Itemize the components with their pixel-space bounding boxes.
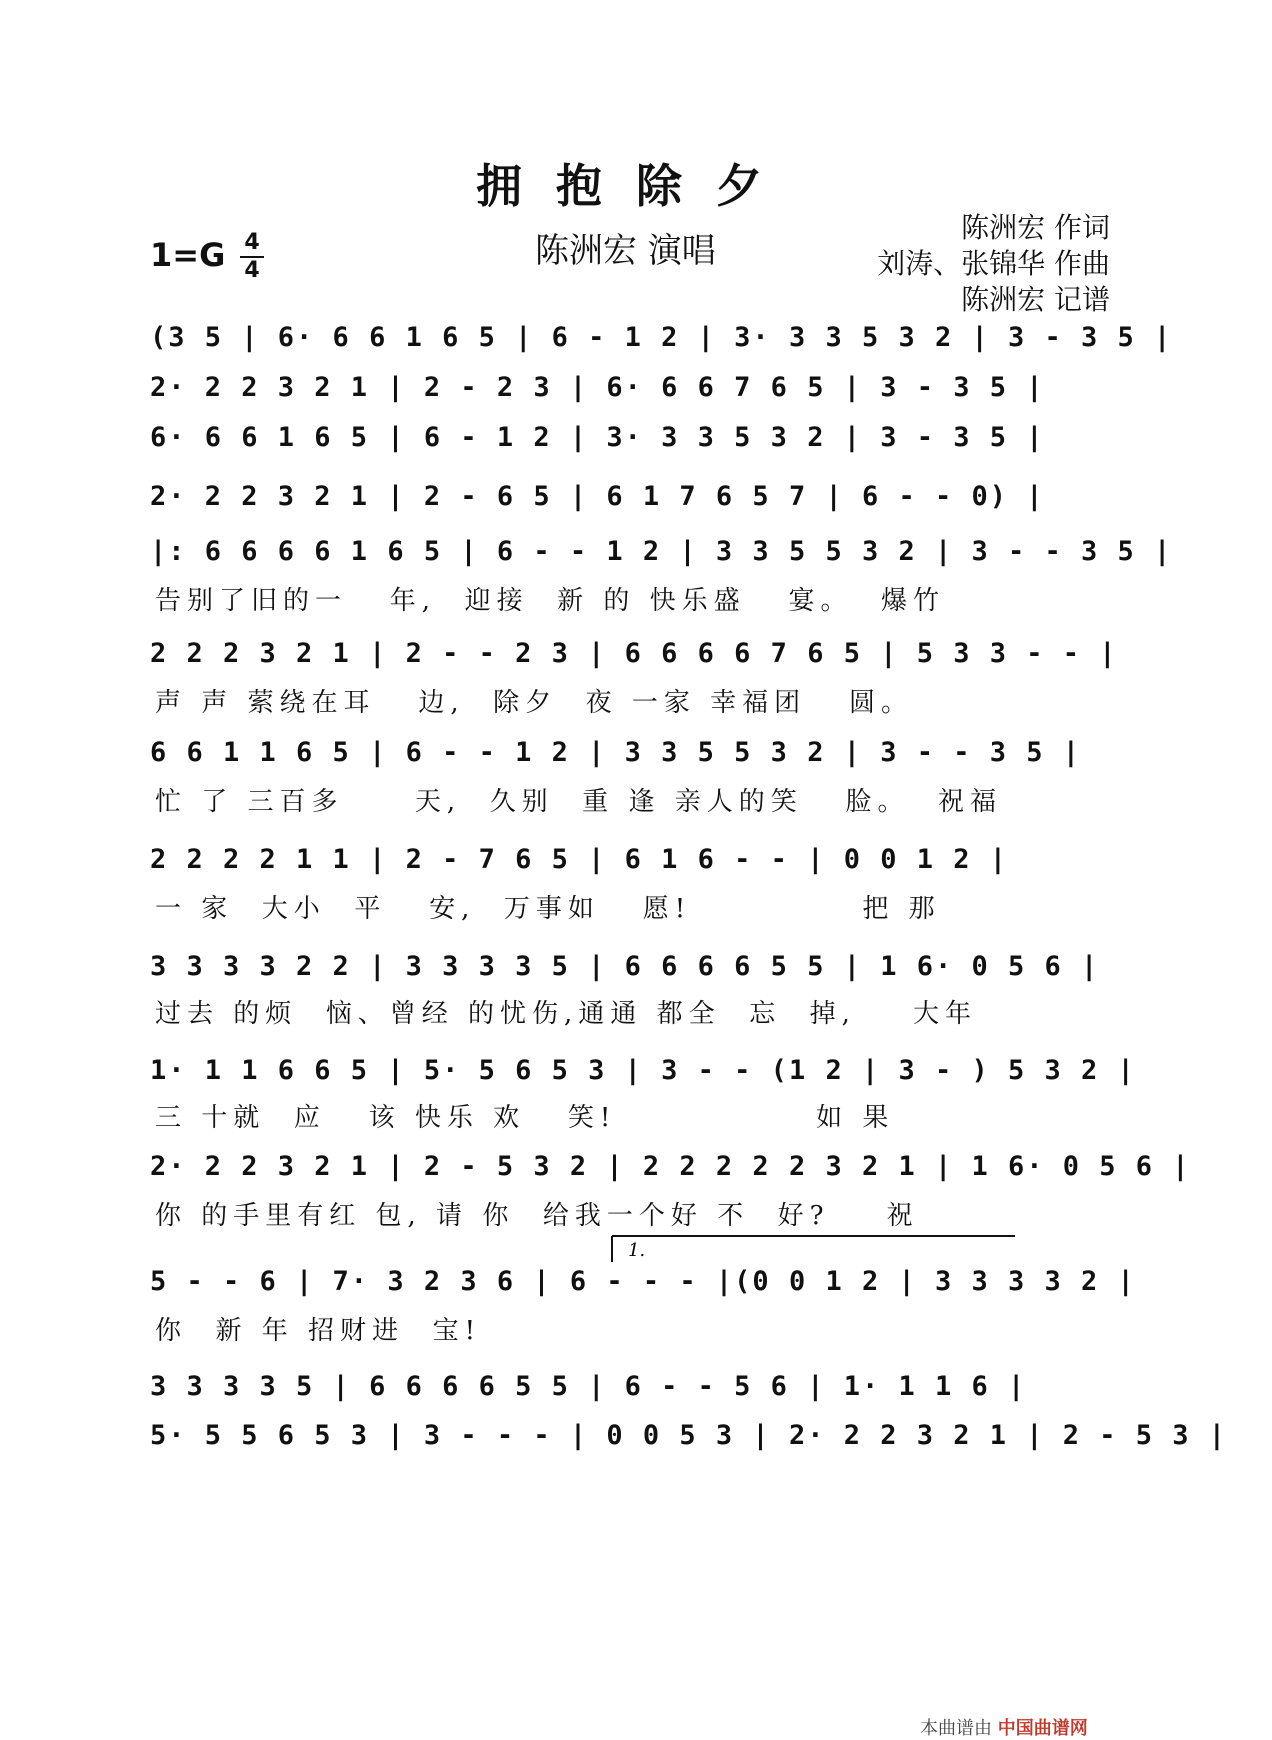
lyric-line: 过去 的烦 恼、曾经 的忧伤,通通 都全 忘 掉, 大年 <box>155 999 977 1029</box>
time-bottom: 4 <box>244 258 260 283</box>
time-top: 4 <box>244 230 260 255</box>
transcriber-credit: 陈洲宏 记谱 <box>961 283 1110 316</box>
volta-label: 1. <box>628 1240 646 1261</box>
lyric-line: 一 家 大小 平 安, 万事如 愿! 把 那 <box>155 894 941 924</box>
score-row: 2· 2 2 3 2 1 | 2 - 6 5 | 6 1 7 6 5 7 | 6 - - 0) | <box>150 481 1045 512</box>
score-row: 3 3 3 3 5 | 6 6 6 6 5 5 | 6 - - 5 6 | 1· 1 1 6 | <box>150 1371 1027 1402</box>
watermark-footer <box>920 1714 1088 1740</box>
key-signature: 1=G <box>150 236 226 274</box>
lyric-line: 三 十就 应 该 快乐 欢 笑! 如 果 <box>155 1103 895 1133</box>
score-row: 1· 1 1 6 6 5 | 5· 5 6 5 3 | 3 - - (1 2 | 3 - ) 5 3 2 | <box>150 1055 1136 1086</box>
score-row: 2 2 2 3 2 1 | 2 - - 2 3 | 6 6 6 6 7 6 5 | 5 3 3 - - | <box>150 638 1118 669</box>
score-row: 5 - - 6 | 7· 3 2 3 6 | 6 - - - |(0 0 1 2 | 3 3 3 3 2 | <box>150 1266 1136 1297</box>
composer-credit: 刘涛、张锦华 作曲 <box>877 247 1110 280</box>
lyric-line: 忙 了 三百多 天, 久别 重 逢 亲人的笑 脸。 祝福 <box>155 787 1003 817</box>
lyric-line: 声 声 萦绕在耳 边, 除夕 夜 一家 幸福团 圆。 <box>155 688 913 718</box>
lyricist-credit: 陈洲宏 作词 <box>961 211 1110 244</box>
footer-text: 本曲谱由 <box>920 1718 992 1739</box>
score-row: (3 5 | 6· 6 6 1 6 5 | 6 - 1 2 | 3· 3 3 5 3 2 | 3 - 3 5 | <box>150 322 1173 353</box>
score-row: 6· 6 6 1 6 5 | 6 - 1 2 | 3· 3 3 5 3 2 | 3 - 3 5 | <box>150 422 1045 453</box>
score-row: |: 6 6 6 6 1 6 5 | 6 - - 1 2 | 3 3 5 5 3 2 | 3 - - 3 5 | <box>150 536 1173 567</box>
score-row: 2· 2 2 3 2 1 | 2 - 5 3 2 | 2 2 2 2 2 3 2 1 | 1 6· 0 5 6 | <box>150 1151 1191 1182</box>
score-row: 2 2 2 2 1 1 | 2 - 7 6 5 | 6 1 6 - - | 0 0 1 2 | <box>150 844 1009 875</box>
lyric-line: 你 的手里有红 包, 请 你 给我一个好 不 好? 祝 <box>155 1201 919 1231</box>
song-title: 拥抱除夕 <box>476 159 796 213</box>
score-row: 3 3 3 3 2 2 | 3 3 3 3 5 | 6 6 6 6 5 5 | 1 6· 0 5 6 | <box>150 951 1100 982</box>
score-row: 6 6 1 1 6 5 | 6 - - 1 2 | 3 3 5 5 3 2 | 3 - - 3 5 | <box>150 737 1082 768</box>
score-row: 5· 5 5 6 5 3 | 3 - - - | 0 0 5 3 | 2· 2 2 3 2 1 | 2 - 5 3 | <box>150 1420 1228 1451</box>
footer-brand: 中国曲谱网 <box>997 1718 1088 1739</box>
singer-credit: 陈洲宏 演唱 <box>535 231 716 271</box>
lyric-line: 你 新 年 招财进 宝! <box>155 1316 482 1346</box>
lyric-line: 告别了旧的一 年, 迎接 新 的 快乐盛 宴。 爆竹 <box>155 586 945 616</box>
score-row: 2· 2 2 3 2 1 | 2 - 2 3 | 6· 6 6 7 6 5 | 3 - 3 5 | <box>150 372 1045 403</box>
